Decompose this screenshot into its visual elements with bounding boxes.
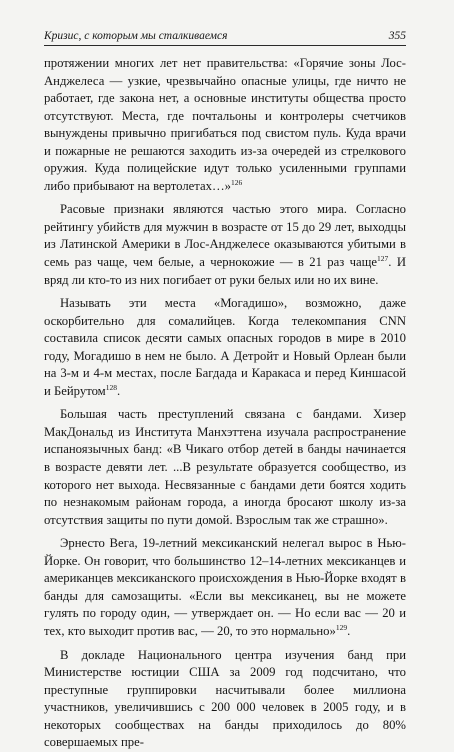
footnote-ref: 127: [377, 254, 389, 264]
paragraph-tail: .: [116, 383, 121, 398]
paragraph: [44, 647, 406, 752]
paragraph-tail: .: [347, 623, 351, 638]
paragraph-text: Эрнесто Вега, 19-летний мексиканский нелегал вырос в Нью-Йорке. Он говорит, что большинство 12–14-летних мексиканцев и американцев мексиканского происхождения в Нью-Йорке входят в банды для самозащиты. «Если вы мексиканец, вы не можете гулять по городу один, — утверждает он. — Но если вас — 20 и тех, кто выходит против вас, — 20, то это нормально»: [44, 536, 406, 638]
paragraph: [44, 535, 406, 640]
paragraph-text: протяжении многих лет нет правительства: «Горячие зоны Лос-Анджелеса — узкие, чрезвычайно опасные улицы, где ничто не работает, где закона нет, а основные институты общества просто отсутствуют. Места, где почтальоны и контролеры счетчиков вынуждены привычно пригибаться под свистом пуль. Куда врачи и пожарные не решаются заходить из-за очередей из стрелкового оружия. Куда полицейские идут только усиленными группами либо прибывают на вертолетах…»: [44, 56, 406, 193]
footnote-ref: 128: [105, 382, 117, 392]
footnote-ref: 126: [231, 177, 243, 187]
paragraph-text: Большая часть преступлений связана с бандами. Хизер МакДональд из Института Манхэттена изучала распространение испаноязычных банд: «В Чикаго отбор детей в банды начинается в возрасте девяти лет. ...В результате образуется сообщество, из которого нет выхода. Несвязанные с бандами дети боятся ходить по незнакомым районам города, а иногда бросают школу из-за отсутствия защиты по пути домой. Взрослым так же страшно».: [44, 407, 406, 527]
footnote-ref: 129: [335, 622, 348, 632]
body-text: [44, 55, 406, 752]
paragraph: [44, 406, 406, 529]
paragraph: [44, 55, 406, 195]
paragraph-text: В докладе Национального центра изучения банд при Министерстве юстиции США за 2009 год подсчитано, что преступные группировки насчитывали более миллиона участников, увеличившись с 200 000 человек в 2005 году, и в некоторых сообществах на банды приходилось до 80% совершаемых пре-: [44, 647, 406, 750]
chapter-title: Кризис, с которым мы сталкиваемся: [44, 30, 228, 42]
running-header: [44, 28, 406, 46]
page-number: 355: [388, 30, 406, 42]
paragraph-text: Называть эти места «Могадишо», возможно, даже оскорбительно для сомалийцев. Когда телекомпания CNN составила список десяти самых опасных городов в мире в 2010 году, Могадишо в нем не было. А Детройт и Новый Орлеан были на 3-м и 4-м местах, после Багдада и Каракаса и перед Киншасой и Бейрутом: [44, 296, 406, 398]
paragraph-tail: . И вряд ли кто-то из них погибает от руки белых или но их вине.: [44, 255, 406, 287]
paragraph: [44, 295, 406, 400]
paragraph-text: Расовые признаки являются частью этого мира. Согласно рейтингу убийств для мужчин в возрасте от 15 до 29 лет, выходцы из Латинской Америки в Лос-Анджелесе оказываются убитыми в семь раз чаще, чем белые, а чернокожие — в 21 раз чаще: [44, 202, 406, 270]
paragraph: [44, 201, 406, 289]
